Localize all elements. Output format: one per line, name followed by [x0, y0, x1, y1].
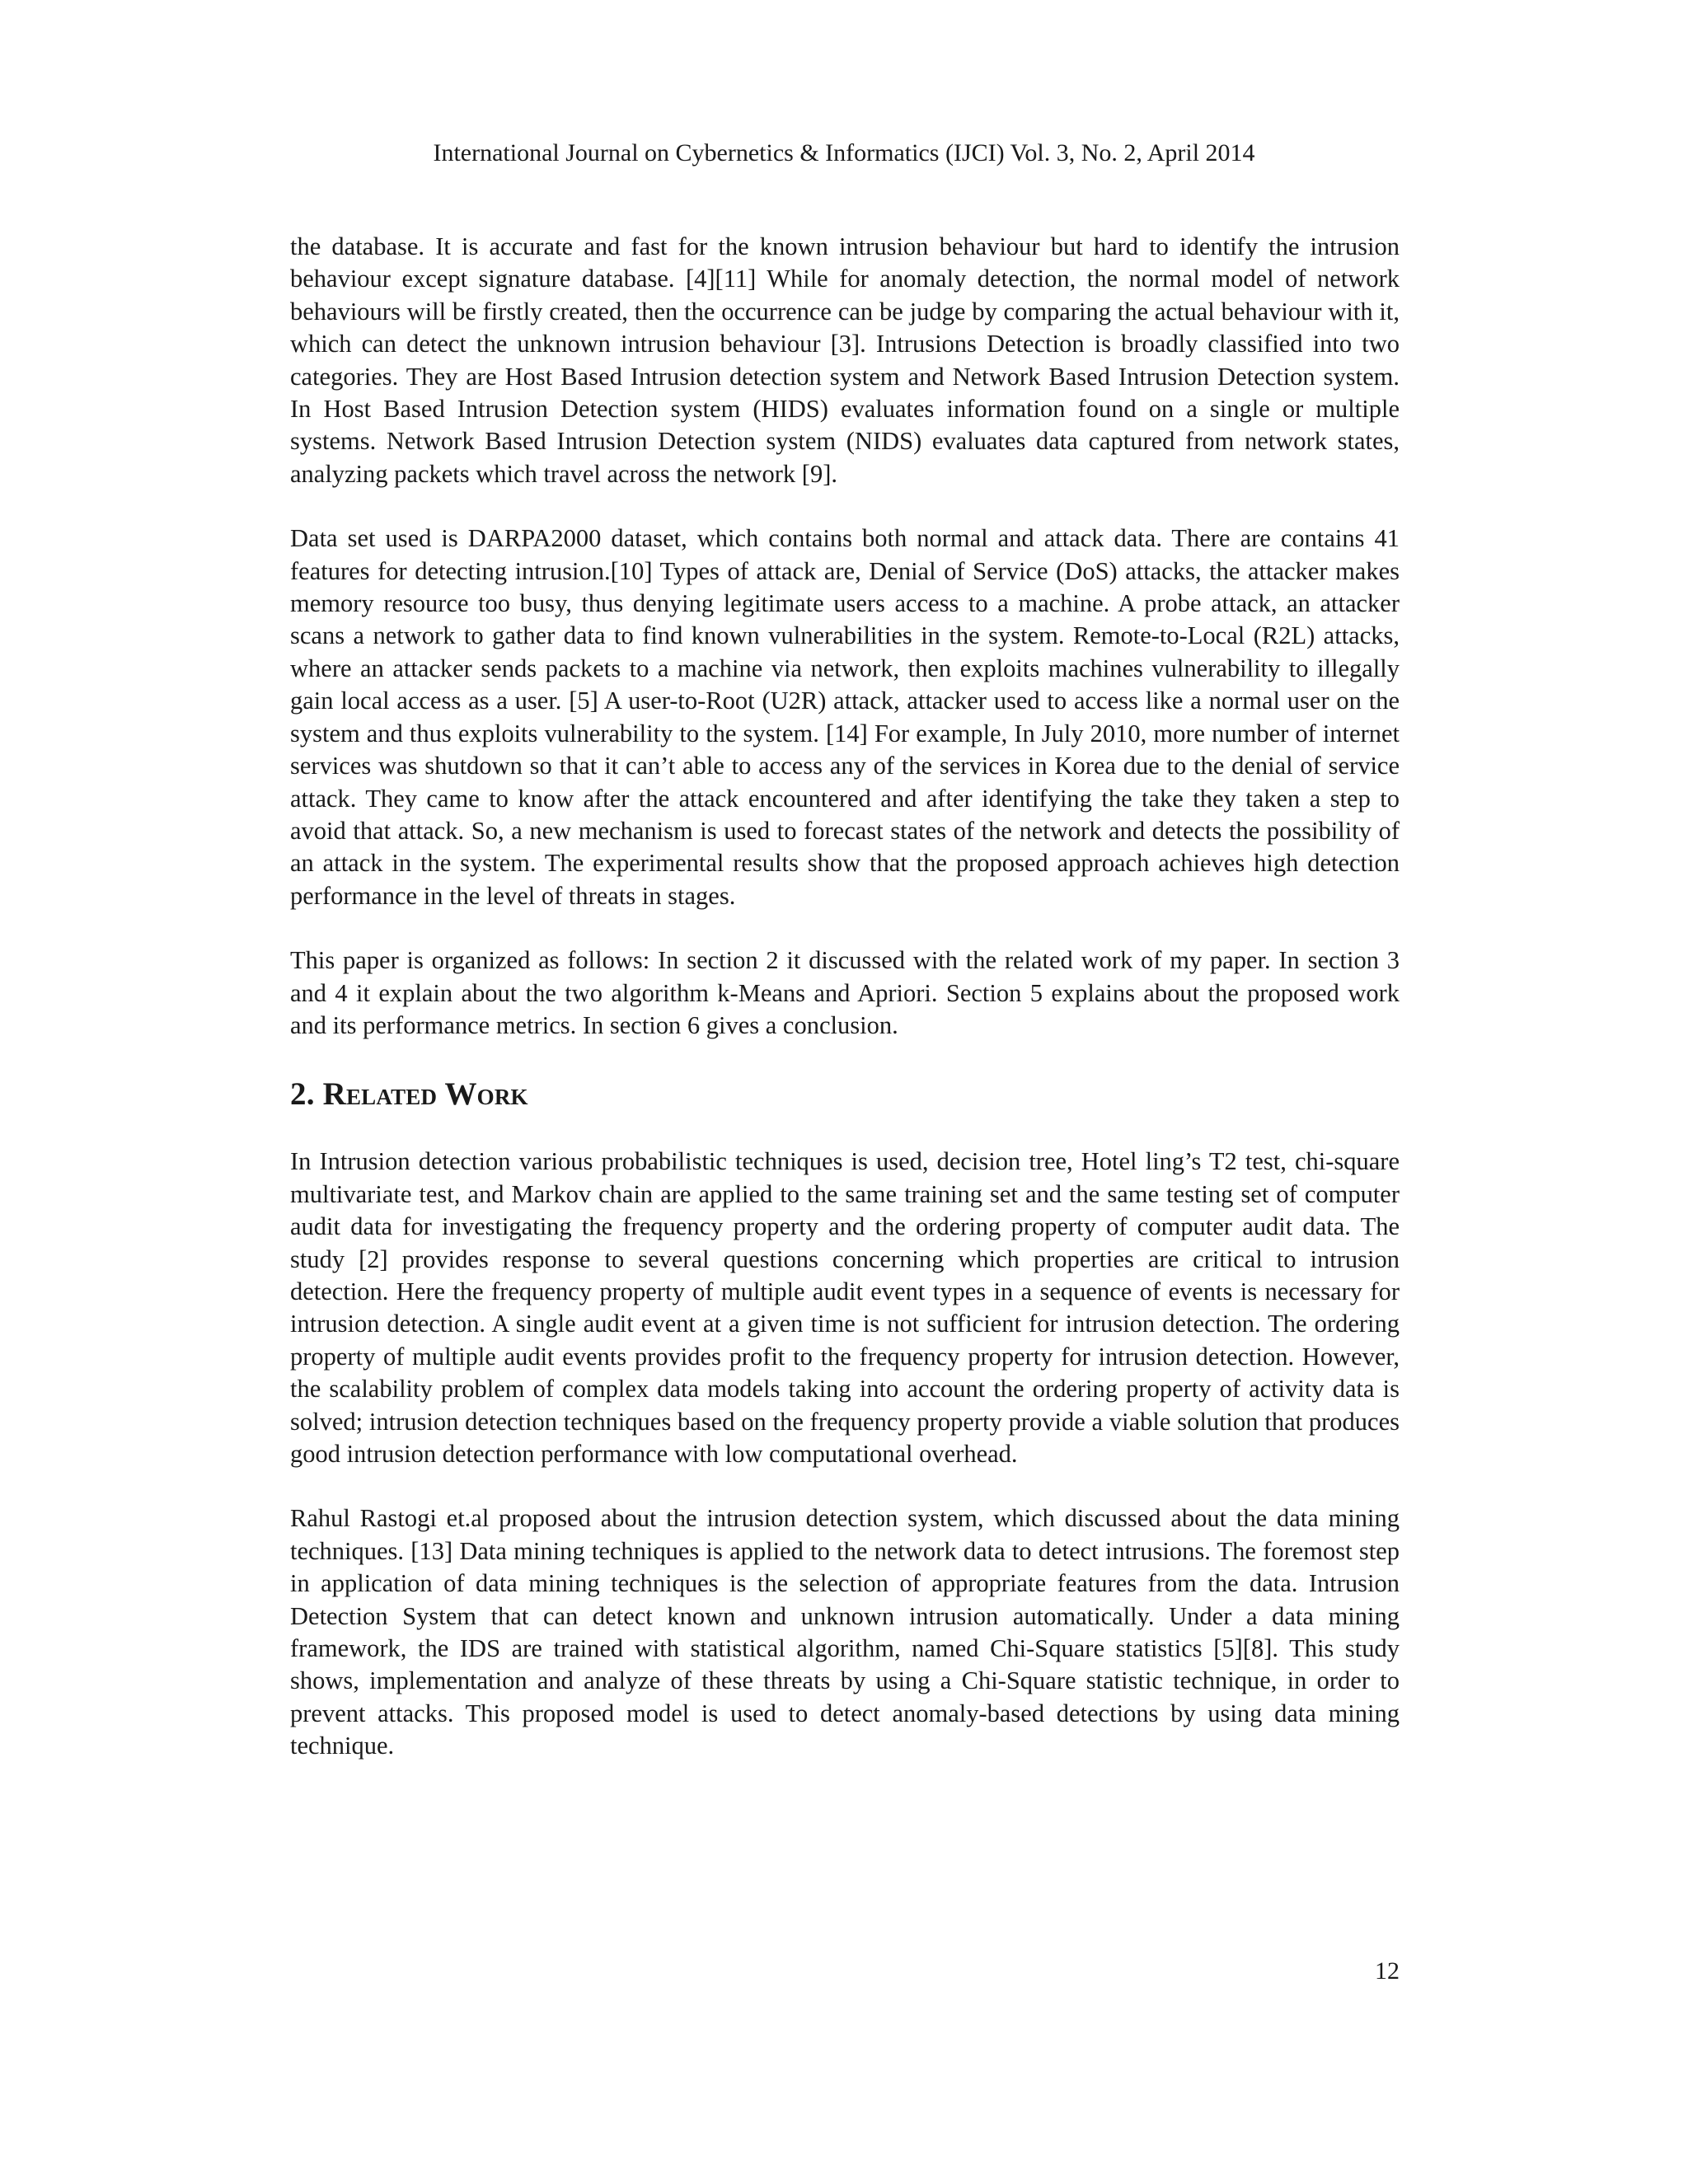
paragraph-data-mining-ids: Rahul Rastogi et.al proposed about the intrusion detection system, which discussed about the data mining techniques. [13] Data mining techniques is applied to the network data to detect intrusions. The foremost step in application of data mining techniques is the selection of appropriate features from the data. Intrusion Detection System that can detect known and unknown intrusion automatically. Under a data mining framework, the IDS are trained with statistical algorithm, named Chi-Square statistics [5][8]. This study shows, implementation and analyze of these threats by using a Chi-Square statistic technique, in order to prevent attacks. This proposed model is used to detect anomaly-based detections by using data mining technique. [290, 1504, 1400, 1760]
page-number: 12 [1375, 1957, 1400, 1985]
running-header: International Journal on Cybernetics & Informatics (IJCI) Vol. 3, No. 2, April 2014 [433, 139, 1255, 166]
paragraph-probabilistic-techniques: In Intrusion detection various probabilistic techniques is used, decision tree, Hotel ling’s T2 test, chi-square multivariate test, and Markov chain are applied to the same training set and the same testing set of computer audit data for investigating the frequency property and the ordering property of computer audit data. The study [2] provides response to several questions concerning which properties are critical to intrusion detection. Here the frequency property of multiple audit event types in a sequence of events is necessary for intrusion detection. A single audit event at a given time is not sufficient for intrusion detection. The ordering property of multiple audit events provides profit to the frequency property for intrusion detection. However, the scalability problem of complex data models taking into account the ordering property of activity data is solved; intrusion detection techniques based on the frequency property provide a viable solution that produces good intrusion detection performance with low computational overhead. [290, 1147, 1400, 1468]
section-heading-related-work: 2. Related Work [290, 1076, 528, 1113]
paragraph-dataset-attacks: Data set used is DARPA2000 dataset, which contains both normal and attack data. There are contains 41 features for detecting intrusion.[10] Types of attack are, Denial of Service (DoS) attacks, the attacker makes memory resource too busy, thus denying legitimate users access to a machine. A probe attack, an attacker scans a network to gather data to find known vulnerabilities in the system. Remote-to-Local (R2L) attacks, where an attacker sends packets to a machine via network, then exploits machines vulnerability to illegally gain local access as a user. [5] A user-to-Root (U2R) attack, attacker used to access like a normal user on the system and thus exploits vulnerability to the system. [14] For example, In July 2010, more number of internet services was shutdown so that it can’t able to access any of the services in Korea due to the denial of service attack. They came to know after the attack encountered and after identifying the take they taken a step to avoid that attack. So, a new mechanism is used to forecast states of the network and detects the possibility of an attack in the system. The experimental results show that the proposed approach achieves high detection performance in the level of threats in stages. [290, 524, 1400, 910]
article-body [290, 231, 1400, 1763]
paragraph-paper-organization: This paper is organized as follows: In section 2 it discussed with the related work of my paper. In section 3 and 4 it explain about the two algorithm k-Means and Apriori. Section 5 explains about the proposed work and its performance metrics. In section 6 gives a conclusion. [290, 946, 1400, 1039]
paragraph-detection-methods: the database. It is accurate and fast for the known intrusion behaviour but hard to identify the intrusion behaviour except signature database. [4][11] While for anomaly detection, the normal model of network behaviours will be firstly created, then the occurrence can be judge by comparing the actual behaviour with it, which can detect the unknown intrusion behaviour [3]. Intrusions Detection is broadly classified into two categories. They are Host Based Intrusion detection system and Network Based Intrusion Detection system. In Host Based Intrusion Detection system (HIDS) evaluates information found on a single or multiple systems. Network Based Intrusion Detection system (NIDS) evaluates data captured from network states, analyzing packets which travel across the network [9]. [290, 232, 1400, 488]
